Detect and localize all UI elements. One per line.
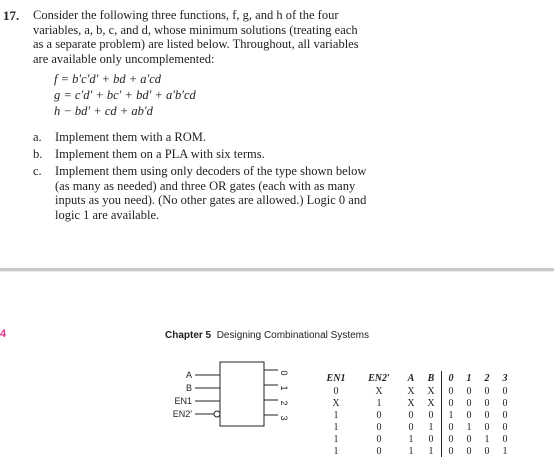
column-header: 1: [466, 372, 472, 384]
table-cell: X: [407, 385, 415, 397]
intro-line: variables, a, b, c, and d, whose minimum solutions (treating each: [33, 22, 358, 37]
part-label: b.: [33, 147, 43, 161]
column-header: 0: [448, 372, 454, 384]
column-header: EN1: [326, 372, 346, 384]
table-header-row: [315, 371, 514, 385]
table-cell: 0: [502, 397, 508, 409]
part-text: Implement them with a ROM.: [55, 130, 207, 144]
table-cell: 1: [333, 433, 339, 445]
part-a: [33, 130, 385, 145]
table-cell: 0: [466, 433, 472, 445]
table-row: [315, 397, 514, 409]
table-cell: 1: [333, 409, 339, 421]
table-cell: 0: [421, 433, 442, 445]
page-number: 4: [0, 328, 7, 340]
part-label: a.: [33, 130, 42, 144]
table-cell: X: [375, 385, 383, 397]
table-row: [315, 445, 514, 457]
table-cell: 1: [502, 445, 508, 457]
table-cell: 0: [484, 397, 490, 409]
table-cell: 0: [421, 409, 442, 421]
table-row: [315, 433, 514, 445]
table-cell: 0: [448, 421, 454, 433]
table-row: [315, 409, 514, 421]
table-row: [315, 385, 514, 397]
table-cell: 0: [484, 421, 490, 433]
table-cell: 0: [333, 385, 339, 397]
table-cell: 0: [466, 385, 472, 397]
table-cell: 0: [502, 385, 508, 397]
table-cell: X: [332, 397, 340, 409]
decoder-diagram: [160, 360, 305, 450]
table-cell: 0: [484, 385, 490, 397]
part-c: [33, 164, 385, 222]
column-header: B: [421, 371, 442, 385]
table-cell: 1: [466, 421, 472, 433]
table-cell: X: [421, 397, 442, 409]
table-cell: 1: [333, 445, 339, 457]
table-cell: 1: [484, 433, 490, 445]
table-cell: 0: [408, 421, 414, 433]
table-cell: 0: [466, 409, 472, 421]
table-cell: 0: [484, 445, 490, 457]
table-cell: 0: [448, 397, 454, 409]
table-cell: 0: [466, 445, 472, 457]
column-header: EN2′: [368, 372, 390, 384]
table-cell: 0: [448, 433, 454, 445]
decoder-truth-table: [315, 371, 514, 457]
table-cell: 0: [376, 445, 382, 457]
problem-number: 17.: [3, 8, 20, 23]
table-cell: 0: [376, 409, 382, 421]
table-cell: 1: [421, 421, 442, 433]
output-label-3: 3: [279, 415, 289, 421]
problem-intro: [33, 8, 373, 66]
table-cell: 0: [466, 397, 472, 409]
table-cell: 1: [408, 433, 414, 445]
table-cell: 1: [376, 397, 382, 409]
output-label-1: 1: [279, 385, 289, 391]
equation-g: g = c′d′ + bc′ + bd′ + a′b′cd: [54, 88, 196, 102]
table-cell: 0: [502, 409, 508, 421]
chapter-header: [165, 330, 369, 341]
table-cell: X: [421, 385, 442, 397]
intro-line: as a separate problem) are listed below. Throughout, all variables: [33, 37, 359, 51]
inversion-bubble: [214, 411, 220, 417]
part-line: (as many as needed) and three OR gates (each with as many: [55, 178, 356, 193]
table-cell: 1: [421, 445, 442, 457]
equation-f: f = b′c′d′ + bd + a′cd: [54, 72, 162, 86]
table-cell: 0: [376, 421, 382, 433]
table-cell: 1: [448, 409, 454, 421]
chapter-title: Designing Combinational Systems: [216, 330, 369, 341]
part-label: c.: [33, 164, 42, 178]
table-row: [315, 421, 514, 433]
output-label-0: 0: [279, 370, 289, 376]
intro-line: Consider the following three functions, f, g, and h of the four: [33, 8, 339, 22]
table-cell: X: [407, 397, 415, 409]
table-cell: 1: [333, 421, 339, 433]
part-text: Implement them on a PLA with six terms.: [55, 147, 265, 161]
decoder-box: [220, 362, 264, 426]
table-cell: 0: [376, 433, 382, 445]
table-cell: 0: [408, 409, 414, 421]
column-header: 2: [484, 372, 490, 384]
part-text: [55, 164, 385, 222]
part-line: logic 1 are available.: [55, 207, 160, 222]
page-separator-shadow: [0, 271, 554, 272]
part-b: [33, 147, 385, 162]
intro-line: are available only uncomplemented:: [33, 51, 215, 66]
table-cell: 0: [448, 385, 454, 397]
table-cell: 1: [408, 445, 414, 457]
output-label-2: 2: [279, 400, 289, 406]
column-header: A: [407, 372, 415, 384]
table-cell: 0: [502, 421, 508, 433]
chapter-label: Chapter 5: [165, 330, 212, 341]
table-cell: 0: [502, 433, 508, 445]
column-header: 3: [502, 372, 508, 384]
part-line: inputs as you need). (No other gates are allowed.) Logic 0 and: [55, 193, 367, 207]
equation-h: h − bd′ + cd + ab′d: [54, 104, 153, 118]
input-label-b: B: [185, 383, 192, 393]
table-cell: 0: [448, 445, 454, 457]
table-cell: 0: [484, 409, 490, 421]
part-line: Implement them using only decoders of the type shown below: [55, 164, 367, 178]
input-label-en1: EN1: [174, 396, 192, 406]
input-label-en2: EN2′: [172, 409, 192, 419]
input-label-a: A: [185, 370, 192, 380]
